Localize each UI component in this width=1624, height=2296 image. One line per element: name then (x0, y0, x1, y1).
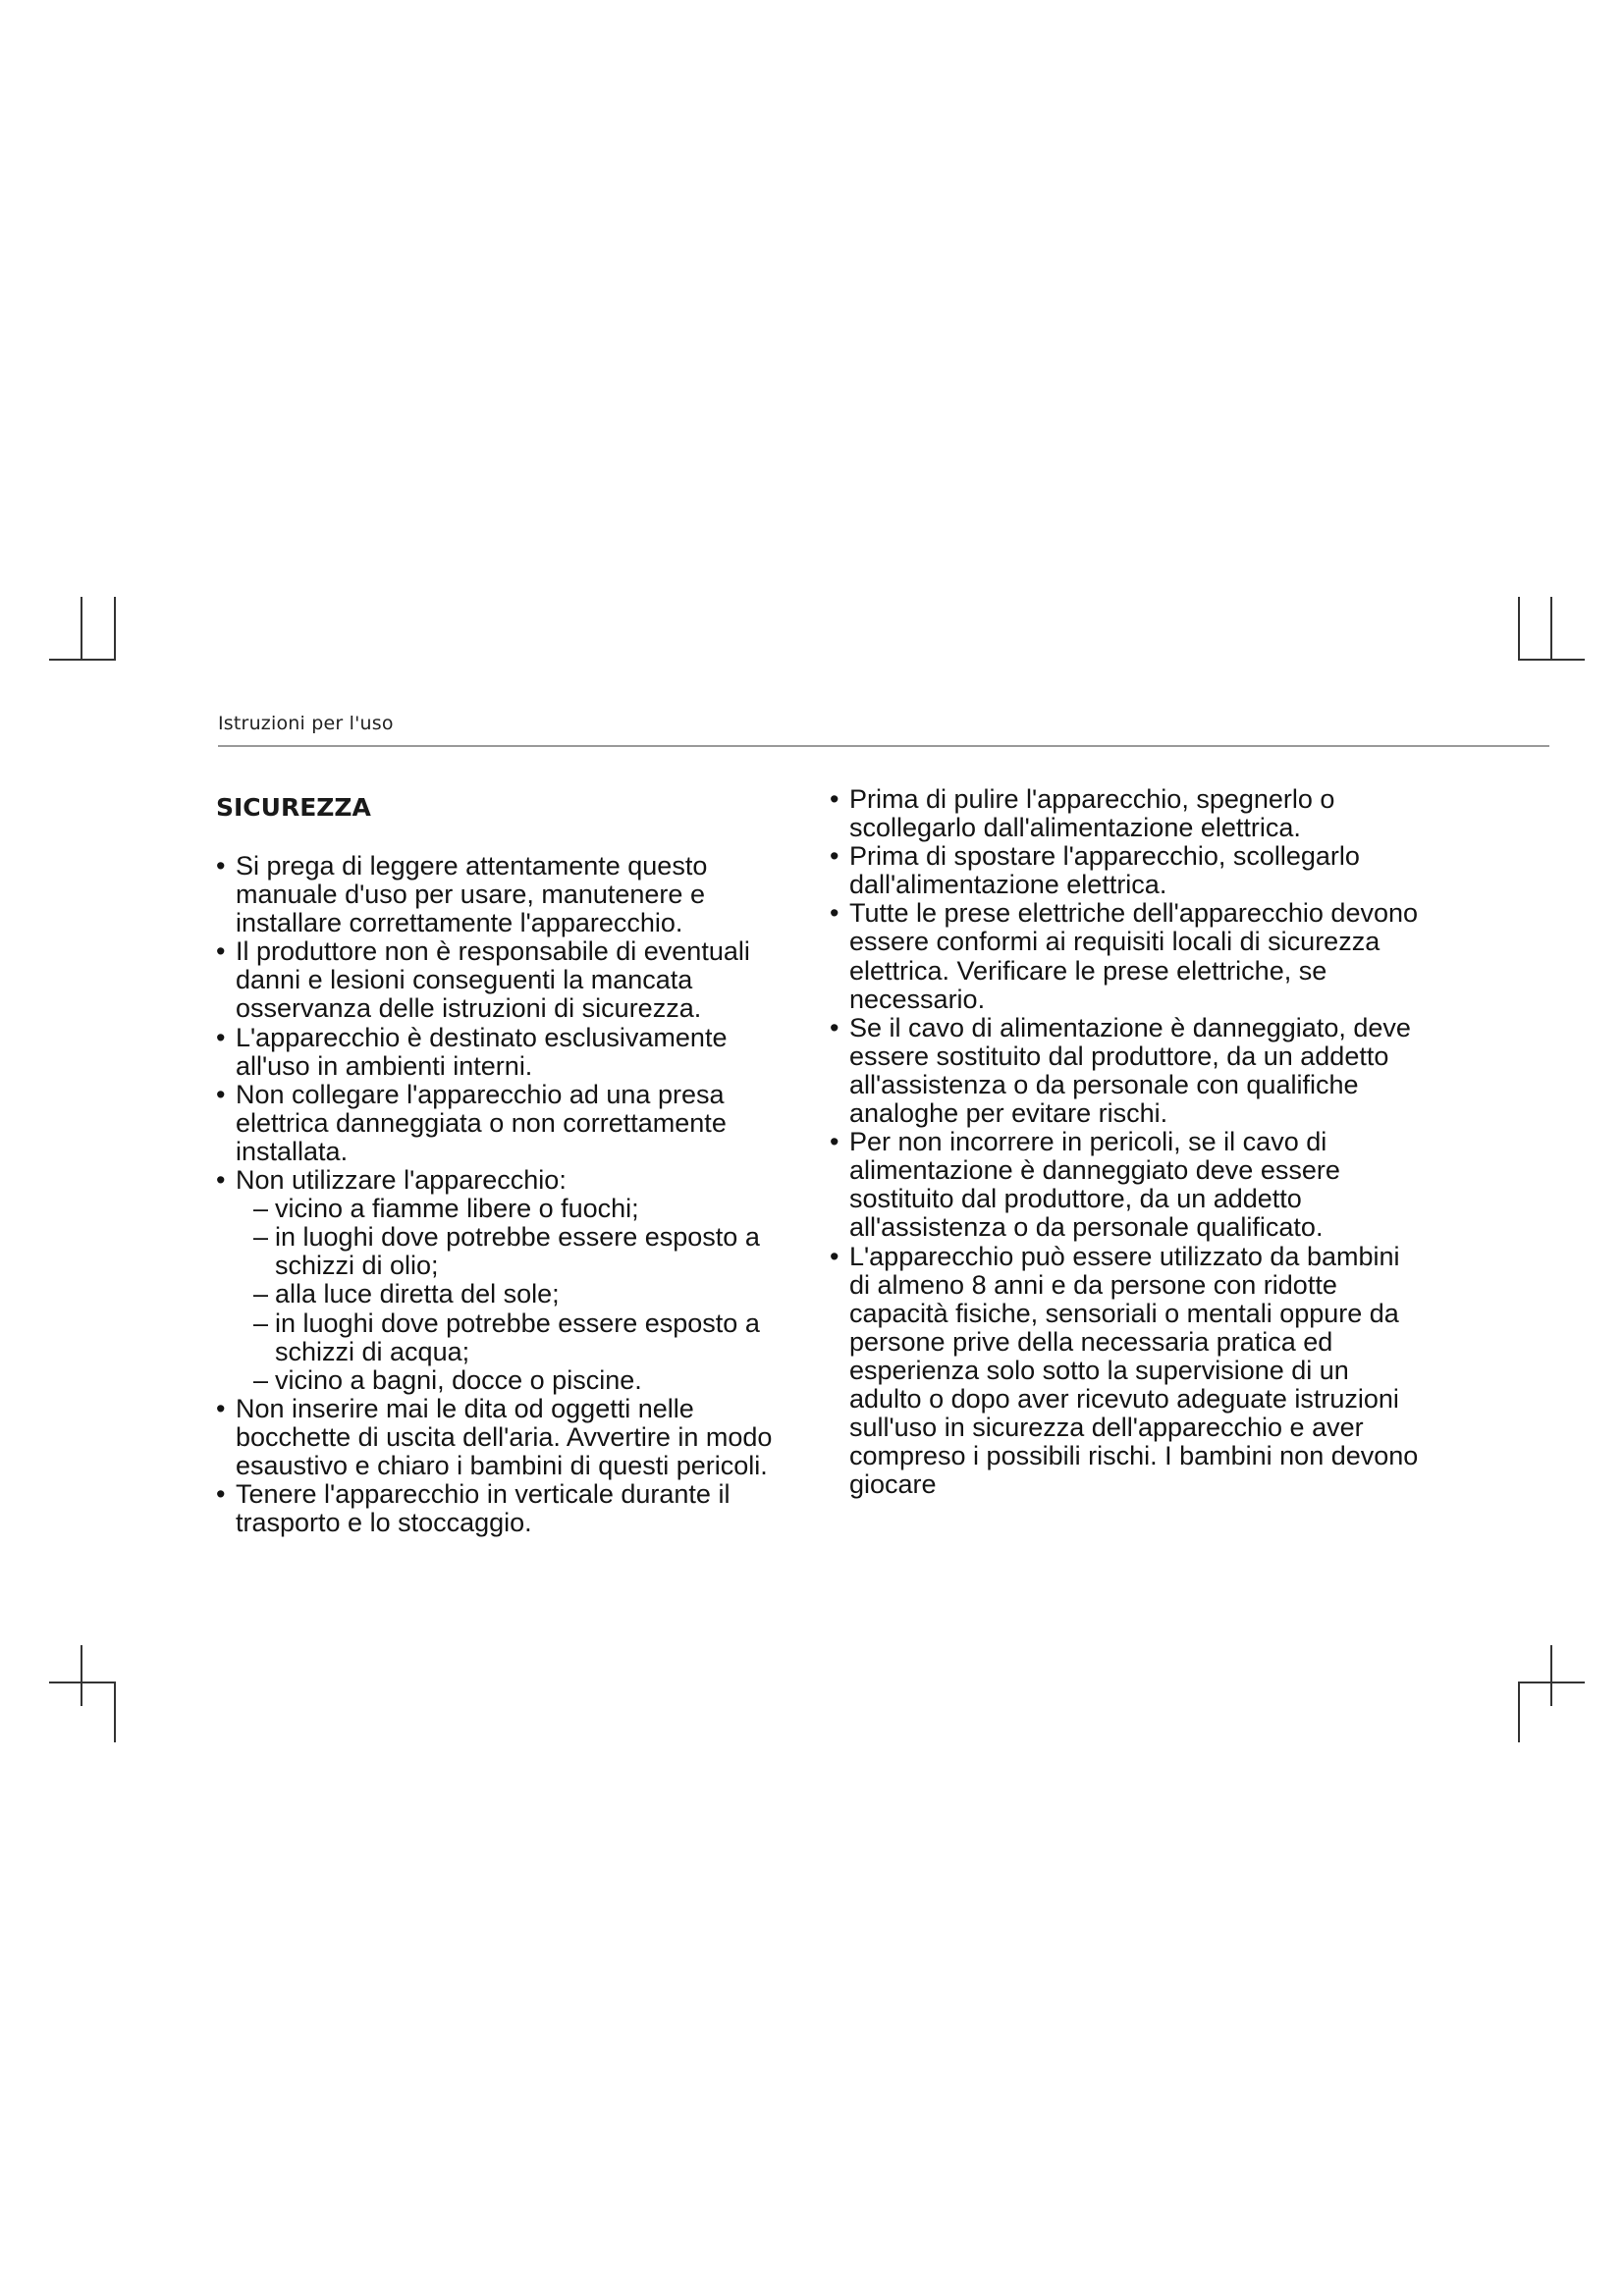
sublist-item: – vicino a fiamme libere o fuochi; (253, 1194, 639, 1224)
list-item: • Non inserire mai le dita od oggetti nelle bocchette di uscita dell'aria. Avvertire in modo esaustivo e chiaro i bambini di questi pericoli. (216, 1393, 773, 1480)
bullet-icon: • (830, 898, 839, 929)
header-rule (218, 745, 1549, 747)
list-item: • Se il cavo di alimentazione è danneggiato, deve essere sostituito dal produttore, da un addetto all'assistenza o da personale con qualifiche analoghe per evitare rischi. (830, 1012, 1411, 1129)
right-column (830, 785, 1419, 1499)
sublist (236, 1195, 805, 1395)
sublist-item: – in luoghi dove potrebbe essere esposto a schizzi di olio; (253, 1222, 760, 1281)
bullet-icon: • (216, 1479, 226, 1510)
left-column (216, 785, 805, 1537)
bullet-icon: • (216, 851, 226, 881)
bullet-icon: • (216, 1393, 226, 1423)
sublist-item: – vicino a bagni, docce o piscine. (253, 1364, 642, 1395)
list-item: • Tenere l'apparecchio in verticale durante il trasporto e lo stoccaggio. (216, 1479, 731, 1538)
bullet-icon: • (216, 936, 226, 967)
bullet-icon: • (830, 1127, 839, 1157)
bullet-icon: • (830, 784, 839, 814)
safety-list-left (216, 852, 805, 1537)
list-item: • Non utilizzare l'apparecchio: – vicino a fiamme libere o fuochi; – in luoghi dove potrebbe essere esposto a schizzi di olio; – alla luce diretta del sole; – in luoghi dove potrebbe essere esposto a schizzi di acqua; – vicino a bagni, docce o piscine. (216, 1166, 805, 1395)
list-item: • Prima di spostare l'apparecchio, scollegarlo dall'alimentazione elettrica. (830, 841, 1360, 900)
dash-icon: – (253, 1308, 269, 1338)
list-item: • L'apparecchio è destinato esclusivamente all'uso in ambienti interni. (216, 1022, 728, 1081)
dash-icon: – (253, 1279, 269, 1309)
list-item: • Prima di pulire l'apparecchio, spegnerlo o scollegarlo dall'alimentazione elettrica. (830, 784, 1335, 843)
bullet-icon: • (216, 1165, 226, 1196)
list-item: • Il produttore non è responsabile di eventuali danni e lesioni conseguenti la mancata osservanza delle istruzioni di sicurezza. (216, 936, 750, 1024)
bullet-icon: • (216, 1079, 226, 1109)
dash-icon: – (253, 1194, 269, 1224)
bullet-icon: • (830, 1241, 839, 1271)
list-item: • Non collegare l'apparecchio ad una presa elettrica danneggiata o non correttamente installata. (216, 1079, 727, 1166)
list-item: • L'apparecchio può essere utilizzato da bambini di almeno 8 anni e da persone con ridotte capacità fisiche, sensoriali o mentali oppure da persone prive della necessaria pratica ed esperienza solo sotto la supervisione di un adulto o dopo aver ricevuto adeguate istruzioni sull'uso in sicurezza dell'apparecchio e aver compreso i possibili rischi. I bambini non devono giocare (830, 1241, 1419, 1500)
bullet-icon: • (216, 1022, 226, 1052)
dash-icon: – (253, 1222, 269, 1253)
bullet-icon: • (830, 1012, 839, 1042)
section-title: SICUREZZA (216, 793, 371, 822)
sublist-item: – in luoghi dove potrebbe essere esposto a schizzi di acqua; (253, 1308, 760, 1366)
list-item: • Tutte le prese elettriche dell'apparecchio devono essere conformi ai requisiti locali di sicurezza elettrica. Verificare le prese elettriche, se necessario. (830, 898, 1419, 1014)
running-header: Istruzioni per l'uso (218, 713, 394, 734)
list-item: • Per non incorrere in pericoli, se il cavo di alimentazione è danneggiato deve essere sostituito dal produttore, da un addetto all'assistenza o da personale qualificato. (830, 1127, 1340, 1243)
safety-list-right (830, 785, 1419, 1499)
bullet-icon: • (830, 841, 839, 872)
sublist-item: – alla luce diretta del sole; (253, 1279, 560, 1309)
dash-icon: – (253, 1364, 269, 1395)
list-item: • Si prega di leggere attentamente questo manuale d'uso per usare, manutenere e installare correttamente l'apparecchio. (216, 851, 708, 938)
